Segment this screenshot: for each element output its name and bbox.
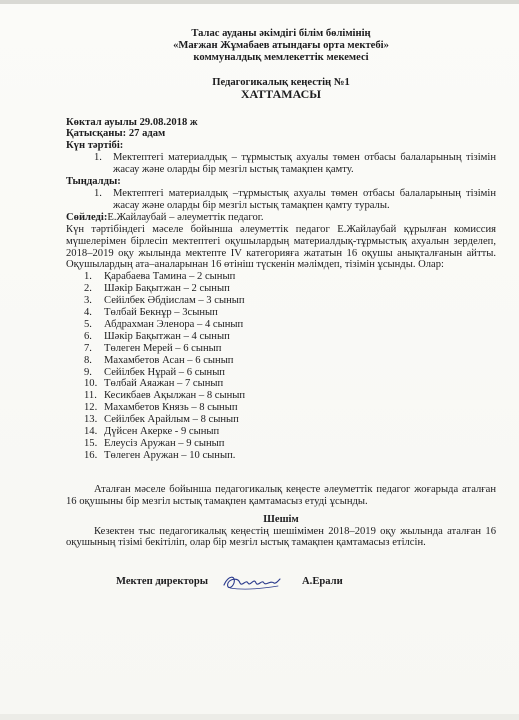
decision-text: Кезектен тыс педагогикалық кеңестің шешімімен 2018–2019 оқу жылында аталған 16 оқушының тізімі бекітіліп, олар бір мезгіл ыстық тамақпен қамтамасыз етілсін. <box>66 525 496 549</box>
list-item-number: 8. <box>84 354 92 366</box>
list-item <box>66 402 496 414</box>
list-item <box>66 378 496 390</box>
list-item-text: Төлеген Аружан – 10 сынып. <box>104 449 236 461</box>
heard-label: Тыңдалды: <box>66 176 121 188</box>
speaker-line <box>66 212 496 224</box>
list-item-number: 13. <box>84 414 98 426</box>
institution-header <box>66 28 496 64</box>
header-line-1: Талас ауданы әкімдігі білім бөлімінің <box>191 28 371 39</box>
list-item-text: Елеусіз Аружан – 9 сынып <box>104 438 225 449</box>
speaker-name: Е.Жайлаубай – әлеуметтік педагог. <box>107 211 264 223</box>
conclusion-paragraph: Аталған мәселе бойынша педагогикалық кеңесте әлеуметтік педагог жоғарыда аталған 16 оқушыны бір мезгіл ыстық тамақпен қамтамасыз етуді ұсынды. <box>66 483 496 507</box>
title-line-1: Педагогикалық кеңестің №1 <box>212 76 350 88</box>
student-list <box>66 271 496 462</box>
document-title <box>66 77 496 101</box>
list-item <box>66 319 496 331</box>
header-line-2: «Мағжан Жұмабаев атындағы орта мектебі» <box>173 39 389 51</box>
list-item-number: 4. <box>84 307 92 319</box>
scan-top-edge <box>0 0 519 4</box>
list-item-text: Төлбай Бекнұр – 3сынып <box>104 307 218 319</box>
list-item-text: Кесикбаев Ақылжан – 8 сынып <box>104 390 246 402</box>
decision-heading: Шешім <box>263 513 299 525</box>
heard-item-number: 1. <box>94 187 102 199</box>
list-item-text: Махамбетов Князь – 8 сынып <box>104 402 238 414</box>
document-content <box>66 28 496 593</box>
list-item-number: 5. <box>84 318 92 330</box>
list-item <box>66 450 496 462</box>
signature-row <box>66 571 496 593</box>
list-item-number: 11. <box>84 390 97 402</box>
list-item <box>66 390 496 402</box>
list-item-number: 10. <box>84 378 98 390</box>
list-item-number: 1. <box>84 271 92 283</box>
list-item <box>66 343 496 355</box>
list-item-number: 3. <box>84 295 92 307</box>
list-item-number: 16. <box>84 449 98 461</box>
attendance: Қатысқаны: 27 адам <box>66 128 166 140</box>
list-item-text: Дүйсен Акерке - 9 сынып <box>104 426 220 438</box>
list-item <box>66 414 496 426</box>
place-date: Көктал ауылы 29.08.2018 ж <box>66 116 198 128</box>
list-item-text: Төлбай Аяажан – 7 сынып <box>104 378 224 390</box>
list-item-text: Шәкір Бақытжан – 2 сынып <box>104 283 230 295</box>
list-item <box>66 438 496 450</box>
list-item-text: Қарабаева Тамина – 2 сынып <box>104 271 236 283</box>
signatory-role: Мектеп директоры <box>116 576 209 588</box>
list-item-text: Шәкір Бақытжан – 4 сынып <box>104 330 230 342</box>
title-line-2: ХАТТАМАСЫ <box>240 86 322 101</box>
meeting-meta <box>66 117 496 153</box>
list-item <box>66 331 496 343</box>
speaker-label: Сөйледі: <box>66 211 108 223</box>
list-item <box>66 426 496 438</box>
list-item-number: 15. <box>84 438 98 449</box>
agenda-item-text: Мектептегі материалдық – тұрмыстық ахуалы төмен отбасы балаларының тізімін жасау және оларды бір мезгіл ыстық тамақпен қамту. <box>113 152 496 176</box>
list-item <box>66 271 496 283</box>
list-item <box>66 307 496 319</box>
list-item-number: 12. <box>84 402 98 414</box>
body-paragraph: Күн тәртібіндегі мәселе бойынша әлеуметтік педагог Е.Жайлаубай құрылған комиссия мүшелерімен бірлесіп мектептегі оқушылардың материалдық-тұрмыстық ахуалын зерделеп, 2018–2019 оқу жылында мектепте IV категорияға жататын 16 оқушы анықталғанын айтты. Оқушылардың ата–аналарынан 16 өтініш түскенін мәлімдеп, тізімін ұсынды. Олар: <box>66 223 496 271</box>
list-item-number: 9. <box>84 366 92 378</box>
list-item <box>66 295 496 307</box>
list-item-text: Төлеген Мерей – 6 сынып <box>104 342 222 354</box>
agenda-label: Күн тәртібі: <box>66 140 124 152</box>
heard-item-text: Мектептегі материалдық –тұрмыстық ахуалы төмен отбасы балаларының тізімін жасау және оларды бір мезгіл ыстық тамақпен қамту туралы. <box>113 187 496 211</box>
header-line-3: коммуналдық мемлекеттік мекемесі <box>193 51 369 63</box>
list-item <box>66 367 496 379</box>
signatory-name: А.Ерали <box>302 576 343 588</box>
agenda-item-number: 1. <box>94 152 102 164</box>
list-item-text: Абдрахман Эленора – 4 сынып <box>104 318 244 330</box>
list-item-number: 2. <box>84 283 92 295</box>
scan-bottom-edge <box>0 714 519 720</box>
handwritten-signature <box>220 571 282 593</box>
list-item-number: 14. <box>84 426 98 438</box>
heard-item <box>66 188 496 212</box>
list-item-text: Сейілбек Әбдіислам – 3 сынып <box>104 295 245 307</box>
agenda-item <box>66 152 496 176</box>
list-item-number: 6. <box>84 330 92 342</box>
list-item-text: Сейілбек Арайлым – 8 сынып <box>104 414 239 426</box>
list-item-text: Сейілбек Нұрай – 6 сынып <box>104 366 225 378</box>
list-item-number: 7. <box>84 342 92 354</box>
list-item <box>66 355 496 367</box>
list-item-text: Махамбетов Асан – 6 сынып <box>104 354 234 366</box>
list-item <box>66 283 496 295</box>
section-spacer <box>66 462 496 484</box>
